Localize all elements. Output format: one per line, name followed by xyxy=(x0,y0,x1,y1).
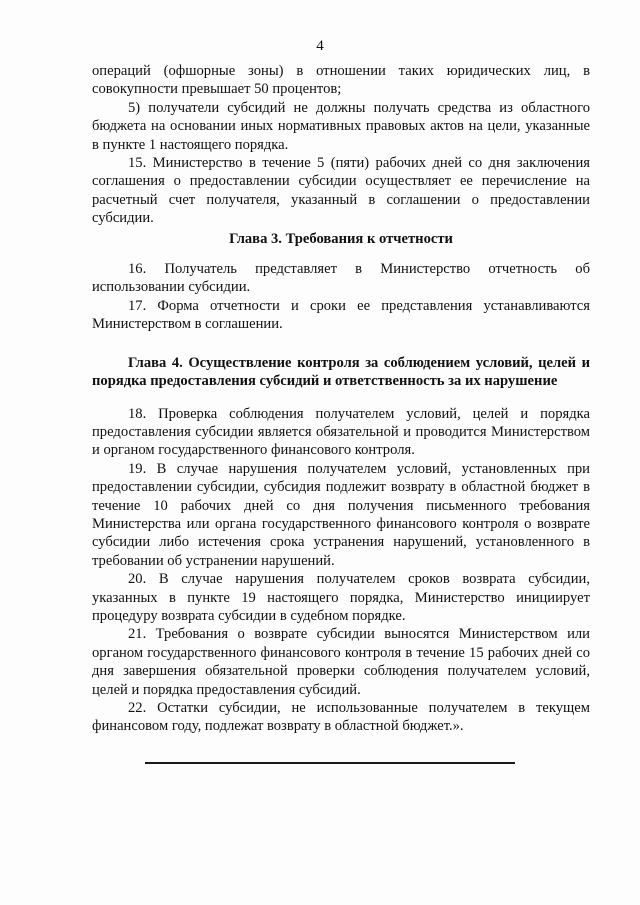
paragraph-19: 19. В случае нарушения получателем условий, установленных при предоставлении субсидии, субсидия подлежит возврату в областной бюджет в течение 10 рабочих дней со дня получения письменного требования Министерства или органа государственного финансового контроля о возврате субсидии либо истечения срока устранения нарушений, установленного в требовании об устранении нарушений. xyxy=(92,460,590,569)
paragraph-18: 18. Проверка соблюдения получателем условий, целей и порядка предоставления субсидии является обязательной и проводится Министерством и органом государственного финансового контроля. xyxy=(92,405,590,459)
paragraph-17: 17. Форма отчетности и сроки ее представления устанавливаются Министерством в соглашении. xyxy=(92,297,590,333)
chapter-4-heading: Глава 4. Осуществление контроля за соблюдением условий, целей и порядка предоставления субсидий и ответственность за их нарушение xyxy=(92,354,590,390)
paragraph-continuation: операций (офшорные зоны) в отношении таких юридических лиц, в совокупности превышает 50 процентов; xyxy=(92,63,590,98)
document-body xyxy=(92,62,590,736)
chapter-3-heading: Глава 3. Требования к отчетности xyxy=(229,230,453,247)
paragraph-15: 15. Министерство в течение 5 (пяти) рабочих дней со дня заключения соглашения о предоставлении субсидии осуществляет ее перечисление на расчетный счет получателя, указанный в соглашении о предоставлении субсидии. xyxy=(92,155,590,227)
paragraph-item-5: 5) получатели субсидий не должны получать средства из областного бюджета на основании иных нормативных правовых актов на цели, указанные в пункте 1 настоящего порядка. xyxy=(92,99,590,153)
paragraph-16: 16. Получатель представляет в Министерство отчетность об использовании субсидии. xyxy=(92,261,590,296)
closing-rule-line xyxy=(145,762,515,764)
paragraph-21: 21. Требования о возврате субсидии выносятся Министерством или органом государственного финансового контроля в течение 15 рабочих дней со дня завершения обязательной проверки соблюдения получателем условий, целей и порядка предоставления субсидий. xyxy=(92,626,590,698)
page-number: 4 xyxy=(316,38,324,54)
paragraph-20: 20. В случае нарушения получателем сроков возврата субсидии, указанных в пункте 19 настоящего порядка, Министерство инициирует процедуру возврата субсидии в судебном порядке. xyxy=(92,571,590,624)
paragraph-22: 22. Остатки субсидии, не использованные получателем в текущем финансовом году, подлежат возврату в областной бюджет.». xyxy=(92,700,590,735)
